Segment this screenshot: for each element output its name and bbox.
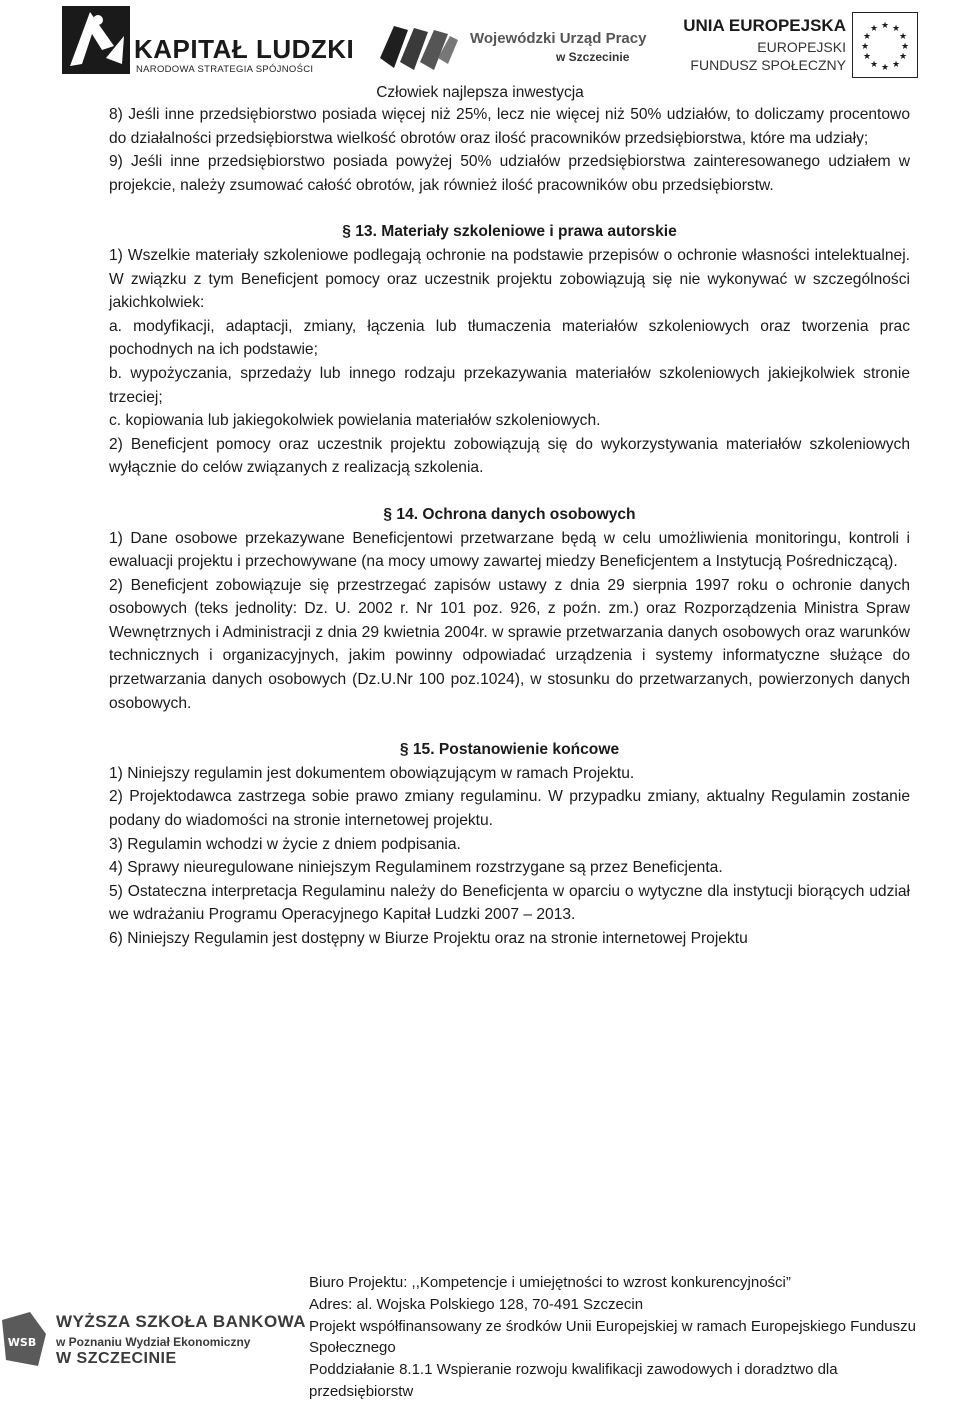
section-15-point-5: 5) Ostateczna interpretacja Regulaminu należy do Beneficjenta w oparciu o wytyczne dla instytucji biorących udział we wdrażaniu Programu Operacyjnego Kapitał Ludzki 2007 – 2013.: [109, 882, 910, 924]
section-15-point-2: 2) Projektodawca zastrzega sobie prawo zmiany regulaminu. W przypadku zmiany, aktualny Regulamin zostanie podany do wiadomości na stronie internetowej projektu.: [109, 788, 910, 830]
section-15-point-4: 4) Sprawy nieuregulowane niniejszym Regulaminem rozstrzygane są przez Beneficjenta.: [109, 859, 723, 877]
section-14-heading: § 14. Ochrona danych osobowych: [383, 505, 636, 523]
section-13-item-a: a. modyfikacji, adaptacji, zmiany, łączenia lub tłumaczenia materiałów szkoleniowych oraz tworzenia prac pochodnych na ich podstawie;: [109, 317, 910, 359]
svg-text:★: ★: [891, 60, 901, 70]
wsb-city: W SZCZECINIE: [56, 1350, 177, 1367]
kapital-ludzki-emblem-icon: [62, 6, 130, 74]
svg-text:★: ★: [891, 24, 901, 34]
svg-text:★: ★: [869, 60, 879, 70]
document-body: [109, 103, 910, 951]
footer-cofinancing: Projekt współfinansowany ze środków Unii Europejskiej w ramach Europejskiego Funduszu Społecznego: [309, 1317, 916, 1357]
svg-text:WSB: WSB: [7, 1336, 37, 1349]
section-13-item-b: b. wypożyczania, sprzedaży lub innego rodzaju przekazywania materiałów szkoleniowych jakiejkolwiek stronie trzeciej;: [109, 364, 910, 406]
wsb-title: WYŻSZA SZKOŁA BANKOWA: [56, 1312, 307, 1331]
footer-project-office: Biuro Projektu: ,,Kompetencje i umiejętności to wzrost konkurencyjności”: [309, 1274, 791, 1291]
svg-text:★: ★: [880, 63, 890, 73]
svg-text:★: ★: [860, 42, 870, 52]
section-15-point-3: 3) Regulamin wchodzi w życie z dniem podpisania.: [109, 835, 461, 853]
paragraph-9: 9) Jeśli inne przedsiębiorstwo posiada powyżej 50% udziałów przedsiębiorstwa zainteresowanego udziałem w projekcie, należy zsumować całość obrotów, jak również ilość pracowników obu przedsiębiorstw.: [109, 153, 910, 194]
eu-logo: [683, 12, 918, 80]
page-header: [0, 0, 960, 100]
header-tagline: Człowiek najlepsza inwestycja: [376, 84, 584, 101]
section-13-point-2: 2) Beneficjent pomocy oraz uczestnik projektu zobowiązują się do wykorzystywania materiałów szkoleniowych wyłącznie do celów związanych z realizacją szkolenia.: [109, 435, 910, 477]
wup-subtitle: w Szczecinie: [556, 50, 630, 64]
eu-subtitle-1: EUROPEJSKI: [757, 39, 846, 55]
kapital-ludzki-subtitle: NARODOWA STRATEGIA SPÓJNOŚCI: [136, 64, 314, 75]
svg-text:★: ★: [898, 52, 908, 62]
footer-info: [309, 1272, 929, 1403]
eu-title: UNIA EUROPEJSKA: [683, 16, 846, 35]
eu-subtitle-2: FUNDUSZ SPOŁECZNY: [690, 57, 846, 73]
wsb-emblem-icon: [0, 1310, 48, 1368]
wup-emblem-icon: [378, 18, 460, 72]
svg-text:★: ★: [880, 21, 890, 31]
eu-flag-icon: [852, 12, 918, 78]
footer-subaction: Poddziałanie 8.1.1 Wspieranie rozwoju kwalifikacji zawodowych i doradztwo dla przedsiębiorstw: [309, 1361, 838, 1400]
svg-text:★: ★: [898, 32, 908, 42]
section-14-point-1: 1) Dane osobowe przekazywane Beneficjentowi przetwarzane będą w celu umożliwienia monitoringu, kontroli i ewaluacji projektu i przechowywane (na mocy umowy zawartej miedzy Beneficjentem a Instytucją Pośredniczącą).: [109, 529, 910, 571]
wup-logo: [378, 18, 647, 78]
wsb-subtitle: w Poznaniu Wydział Ekonomiczny: [56, 1335, 251, 1349]
kapital-ludzki-title: KAPITAŁ LUDZKI: [134, 34, 355, 64]
svg-text:★: ★: [862, 32, 872, 42]
paragraph-8: 8) Jeśli inne przedsiębiorstwo posiada więcej niż 25%, lecz nie więcej niż 50% udziałów, to doliczamy procentowo do działalności przedsiębiorstwa wielkość obrotów oraz ilość pracowników przedsiębiorstwa, które ma udziały;: [109, 106, 910, 147]
kapital-ludzki-logo: [62, 6, 355, 75]
section-15-point-1: 1) Niniejszy regulamin jest dokumentem obowiązującym w ramach Projektu.: [109, 764, 635, 782]
section-13-heading: § 13. Materiały szkoleniowe i prawa autorskie: [342, 223, 677, 241]
svg-text:★: ★: [869, 24, 879, 34]
section-13-point-1: 1) Wszelkie materiały szkoleniowe podlegają ochronie na podstawie przepisów o ochronie własności intelektualnej. W związku z tym Beneficjent pomocy oraz uczestnik projektu zobowiązują się nie wykonywać w szczególności jakichkolwiek:: [109, 246, 910, 312]
section-15-point-6: 6) Niniejszy Regulamin jest dostępny w Biurze Projektu oraz na stronie internetowej Projektu: [109, 930, 748, 947]
svg-text:★: ★: [900, 42, 910, 52]
section-14-point-2: 2) Beneficjent zobowiązuje się przestrzegać zapisów ustawy z dnia 29 sierpnia 1997 roku o ochronie danych osobowych (teks jednolity: Dz. U. 2002 r. Nr 101 poz. 926, z poźn. zm.) oraz Rozporządzenia Ministra Spraw Wewnętrznych i Administracji z dnia 29 kwietnia 2004r. w sprawie przetwarzania danych osobowych oraz warunków technicznych i organizacyjnych, jakim powinny odpowiadać urządzenia i systemy informatyczne służące do przetwarzania danych osobowych (Dz.U.Nr 100 poz.1024), w stosunku do przetwarzanych, powierzonych danych osobowych.: [109, 576, 910, 712]
wup-title: Wojewódzki Urząd Pracy: [470, 30, 647, 47]
svg-text:★: ★: [862, 52, 872, 62]
section-15-heading: § 15. Postanowienie końcowe: [399, 741, 620, 759]
section-13-item-c: c. kopiowania lub jakiegokolwiek powielania materiałów szkoleniowych.: [109, 412, 601, 430]
wsb-logo: [0, 1310, 307, 1370]
footer-address: Adres: al. Wojska Polskiego 128, 70-491 Szczecin: [309, 1295, 644, 1313]
